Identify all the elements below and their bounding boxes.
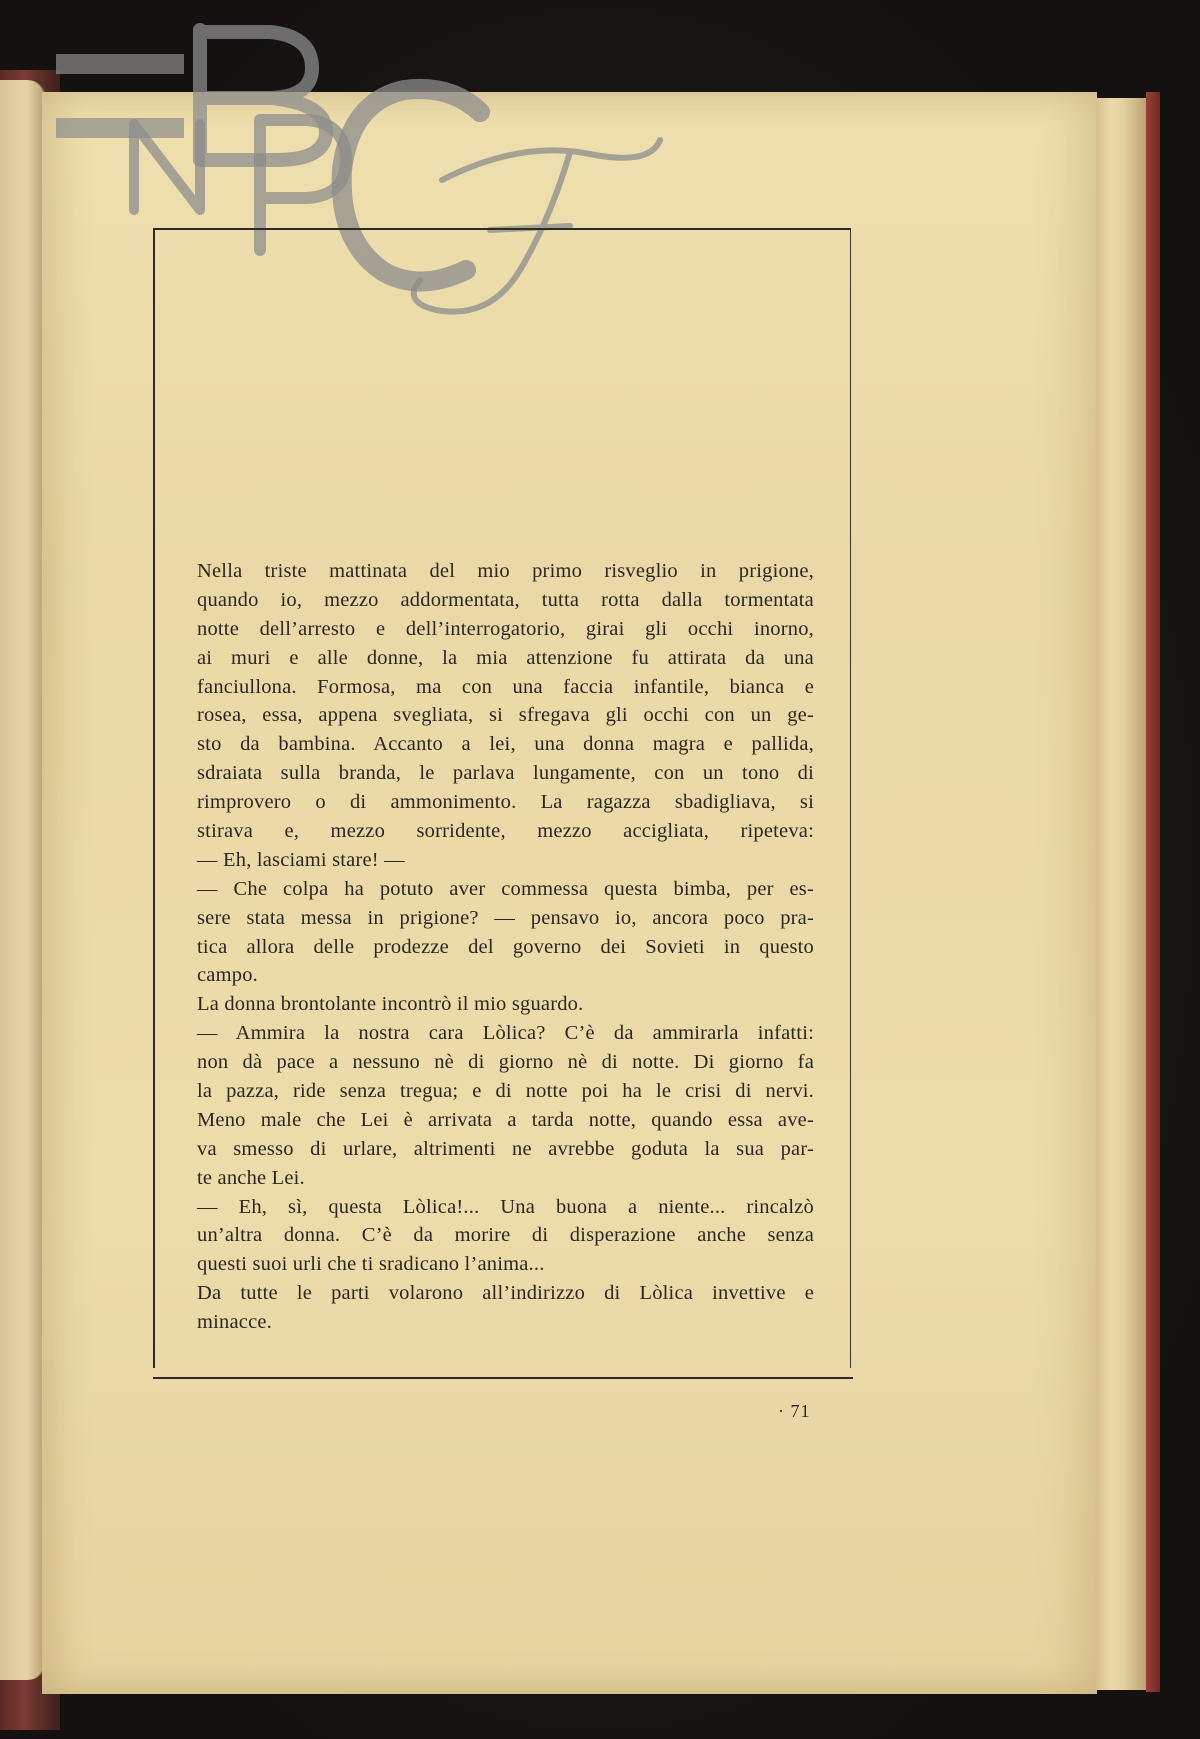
left-page-edge <box>0 80 46 1680</box>
text-line: rimprovero o di ammonimento. La ragazza sbadigliava, si <box>197 791 814 814</box>
text-line: tica allora delle prodezze del governo dei Sovieti in questo <box>197 935 814 958</box>
text-line: non dà pace a nessuno nè di giorno nè di notte. Di giorno fa <box>197 1051 814 1074</box>
text-line: la pazza, ride senza tregua; e di notte poi ha le crisi di nervi. <box>197 1080 814 1103</box>
text-line: minacce. <box>197 1311 273 1334</box>
frame-bottom-rule <box>153 1377 853 1379</box>
binding-edge <box>1146 92 1160 1692</box>
text-line: sere stata messa in prigione? — pensavo io, ancora poco pra- <box>197 906 814 929</box>
text-line: notte dell’arresto e dell’interrogatorio, girai gli occhi inorno, <box>197 617 814 640</box>
text-line: campo. <box>197 964 258 987</box>
text-line: stirava e, mezzo sorridente, mezzo accigliata, ripeteva: <box>197 820 814 843</box>
page-stack-edge <box>1096 98 1151 1690</box>
text-line: — Eh, lasciami stare! — <box>197 848 405 871</box>
text-line: quando io, mezzo addormentata, tutta rotta dalla tormentata <box>197 588 814 611</box>
text-line: Meno male che Lei è arrivata a tarda notte, quando essa ave- <box>197 1108 814 1131</box>
text-line: — Ammira la nostra cara Lòlica? C’è da ammirarla infatti: <box>197 1022 814 1045</box>
text-line: La donna brontolante incontrò il mio sguardo. <box>197 993 584 1016</box>
page-number: · 71 <box>778 1401 811 1421</box>
text-line: un’altra donna. C’è da morire di disperazione anche senza <box>197 1224 814 1247</box>
body-text <box>197 557 814 1337</box>
text-line: questi suoi urli che ti sradicano l’anima... <box>197 1253 545 1276</box>
text-line: sto da bambina. Accanto a lei, una donna magra e pallida, <box>197 733 814 756</box>
text-line: sdraiata sulla branda, le parlava lungamente, con un tono di <box>197 762 814 785</box>
text-line: Da tutte le parti volarono all’indirizzo di Lòlica invettive e <box>197 1282 814 1305</box>
text-line: Nella triste mattinata del mio primo risveglio in prigione, <box>197 560 814 582</box>
text-line: te anche Lei. <box>197 1166 305 1189</box>
text-line: rosea, essa, appena svegliata, si sfregava gli occhi con un ge- <box>197 704 814 727</box>
text-line: — Eh, sì, questa Lòlica!... Una buona a niente... rincalzò <box>197 1195 814 1218</box>
text-line: va smesso di urlare, altrimenti ne avrebbe goduta la sua par- <box>197 1137 814 1160</box>
text-line: fanciullona. Formosa, ma con una faccia infantile, bianca e <box>197 675 814 698</box>
text-line: ai muri e alle donne, la mia attenzione fu attirata da una <box>197 646 814 669</box>
text-line: — Che colpa ha potuto aver commessa questa bimba, per es- <box>197 877 814 900</box>
